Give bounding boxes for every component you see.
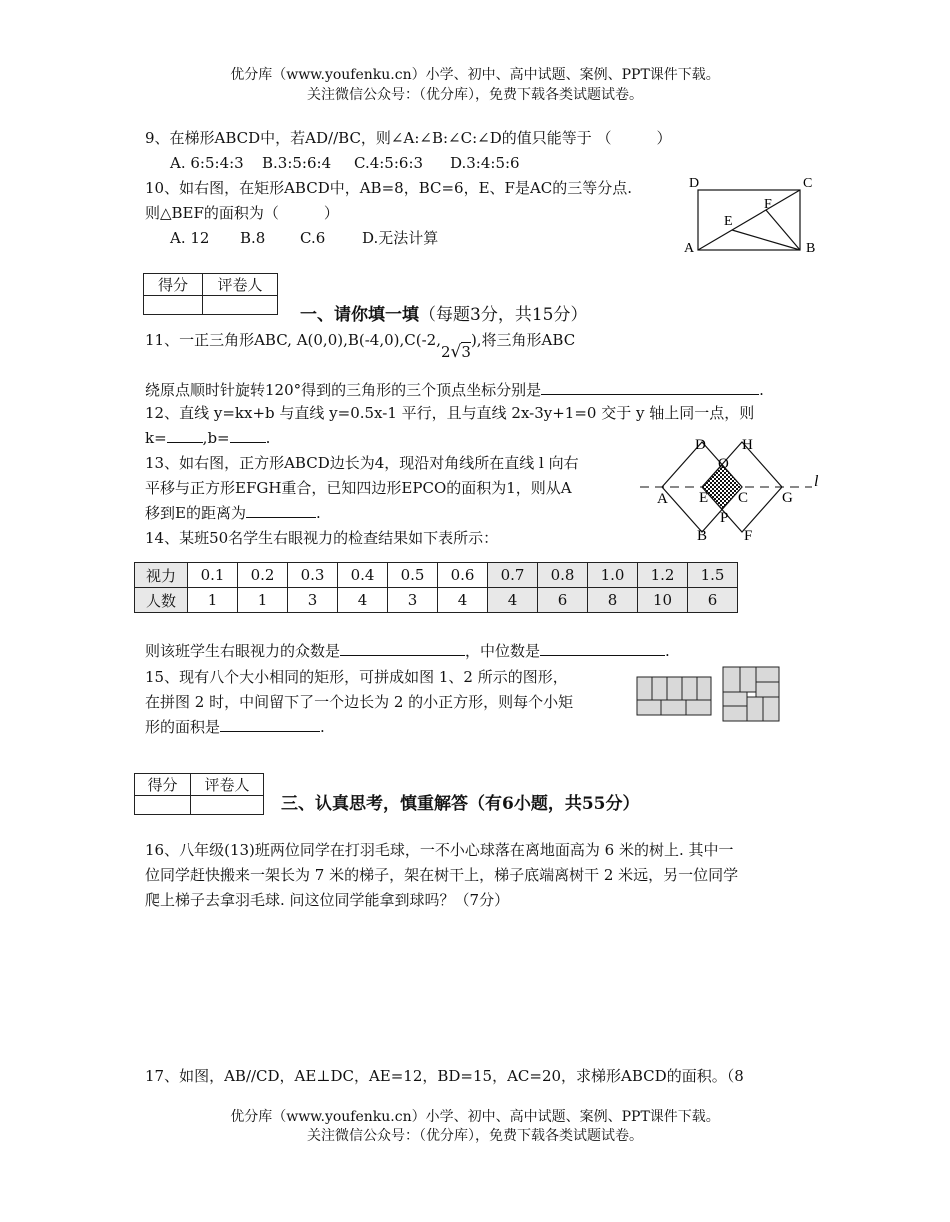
q11-radical-coef: 2 bbox=[441, 343, 451, 361]
header-line-1: 优分库（www.youfenku.cn）小学、初中、高中试题、案例、PPT课件下载。 bbox=[230, 67, 720, 83]
q15-line-2: 在拼图 2 时，中间留下了一个边长为 2 的小正方形，则每个小矩 bbox=[145, 693, 574, 711]
label-f: F bbox=[764, 197, 772, 212]
grader-cell bbox=[203, 296, 278, 315]
q13-line-1: 13、如右图，正方形ABCD边长为4，现沿对角线所在直线 l 向右 bbox=[145, 454, 579, 472]
diagonal-ac bbox=[698, 190, 800, 250]
count-value-cell: 10 bbox=[638, 588, 688, 613]
grader-cell bbox=[191, 796, 264, 815]
q10-rectangle-figure bbox=[680, 172, 825, 262]
q15-line-1: 15、现有八个大小相同的矩形，可拼成如图 1、2 所示的图形， bbox=[145, 668, 568, 686]
vision-value-cell: 0.1 bbox=[188, 563, 238, 588]
q11-answer-blank[interactable] bbox=[541, 380, 759, 395]
q10-option-d: D.无法计算 bbox=[362, 229, 439, 247]
q13-answer-blank[interactable] bbox=[246, 503, 316, 518]
section-3-title: 三、认真思考，慎重解答（有6小题，共55分） bbox=[281, 794, 640, 814]
score-cell bbox=[144, 296, 203, 315]
score-header: 得分 bbox=[144, 274, 203, 296]
q11-line-1b: ),将三角形ABC bbox=[470, 331, 576, 349]
label-c: C bbox=[738, 490, 749, 506]
q13-period: . bbox=[315, 504, 321, 522]
label-f: F bbox=[744, 528, 753, 544]
vision-value-cell: 1.5 bbox=[688, 563, 738, 588]
count-value-cell: 1 bbox=[188, 588, 238, 613]
q12-b-label: ,b= bbox=[202, 429, 230, 447]
q12-line-1: 12、直线 y=kx+b 与直线 y=0.5x-1 平行，且与直线 2x-3y+1=0 交于 y 轴上同一点，则 bbox=[145, 404, 755, 422]
q15-figure-2 bbox=[722, 666, 782, 724]
q15-figure-1 bbox=[636, 676, 714, 718]
label-a: A bbox=[657, 491, 668, 507]
vision-value-cell: 0.6 bbox=[438, 563, 488, 588]
label-c: C bbox=[803, 176, 813, 191]
count-row-label: 人数 bbox=[135, 588, 188, 613]
label-b: B bbox=[697, 528, 708, 544]
q12-b-blank[interactable] bbox=[230, 428, 266, 443]
score-table-2 bbox=[134, 773, 264, 815]
sqrt-symbol-icon: √ bbox=[450, 342, 462, 362]
label-b: B bbox=[806, 241, 816, 256]
label-a: A bbox=[684, 241, 695, 256]
q14-period: . bbox=[665, 642, 670, 660]
count-value-cell: 1 bbox=[238, 588, 288, 613]
label-l: l bbox=[814, 473, 819, 490]
q12-k-blank[interactable] bbox=[167, 428, 203, 443]
q11-line-1 bbox=[145, 330, 576, 362]
label-d: D bbox=[695, 437, 706, 453]
vision-value-cell: 0.4 bbox=[338, 563, 388, 588]
q11-line-1a: 11、一正三角形ABC, A(0,0),B(-4,0),C(-2, bbox=[145, 331, 441, 349]
label-e: E bbox=[724, 214, 733, 229]
q11-line-2-text: 绕原点顺时针旋转120°得到的三角形的三个顶点坐标分别是 bbox=[145, 381, 542, 399]
q9-option-d: D.3:4:5:6 bbox=[450, 154, 520, 172]
q13-line-3 bbox=[145, 503, 321, 523]
q14-mode-text: 则该班学生右眼视力的众数是 bbox=[145, 642, 341, 660]
q15-answer-blank[interactable] bbox=[220, 717, 320, 732]
q14-mode-blank[interactable] bbox=[340, 641, 465, 656]
q11-line-2 bbox=[145, 380, 764, 400]
q10-option-c: C.6 bbox=[300, 229, 326, 247]
count-value-cell: 3 bbox=[288, 588, 338, 613]
q12-period: . bbox=[265, 429, 271, 447]
label-e: E bbox=[699, 490, 709, 506]
q9-option-b: B.3:5:6:4 bbox=[262, 154, 332, 172]
header-line-2: 关注微信公众号：（优分库），免费下载各类试题试卷。 bbox=[307, 87, 643, 103]
q16-line-3: 爬上梯子去拿羽毛球. 问这位同学能拿到球吗？（7分） bbox=[145, 891, 510, 909]
section-2-title-bold: 一、请你填一填 bbox=[300, 305, 419, 325]
q15-line-3-text: 形的面积是 bbox=[145, 718, 221, 736]
vision-value-cell: 0.7 bbox=[488, 563, 538, 588]
q13-squares-figure bbox=[640, 432, 825, 544]
q14-median-text: ，中位数是 bbox=[465, 642, 541, 660]
count-row bbox=[135, 588, 738, 613]
vision-row-label: 视力 bbox=[135, 563, 188, 588]
q17-line-1: 17、如图，AB//CD，AE⊥DC，AE=12，BD=15，AC=20，求梯形ABCD的面积。（8 bbox=[145, 1067, 744, 1085]
vision-value-cell: 1.0 bbox=[588, 563, 638, 588]
q10-option-b: B.8 bbox=[240, 229, 266, 247]
vision-value-cell: 1.2 bbox=[638, 563, 688, 588]
q14-answer-line bbox=[145, 641, 670, 661]
score-cell bbox=[135, 796, 191, 815]
count-value-cell: 4 bbox=[338, 588, 388, 613]
q13-line-3-text: 移到E的距离为 bbox=[145, 504, 246, 522]
grader-header: 评卷人 bbox=[203, 274, 278, 296]
segment-bf bbox=[766, 210, 800, 250]
vision-value-cell: 0.2 bbox=[238, 563, 288, 588]
label-p: P bbox=[720, 510, 729, 526]
count-value-cell: 4 bbox=[488, 588, 538, 613]
vision-value-cell: 0.3 bbox=[288, 563, 338, 588]
q9-option-a: A. 6:5:4:3 bbox=[170, 154, 244, 172]
label-d: D bbox=[689, 176, 700, 191]
q11-period: . bbox=[759, 381, 764, 399]
label-o: O bbox=[718, 456, 729, 472]
q14-vision-table bbox=[134, 562, 738, 613]
footer-line-1: 优分库（www.youfenku.cn）小学、初中、高中试题、案例、PPT课件下载。 bbox=[230, 1109, 720, 1125]
count-value-cell: 3 bbox=[388, 588, 438, 613]
q10-line-2: 则△BEF的面积为（ ） bbox=[145, 204, 339, 222]
vision-row bbox=[135, 563, 738, 588]
section-2-title-rest: （每题3分，共15分） bbox=[419, 305, 588, 325]
q15-period: . bbox=[320, 718, 325, 736]
q16-line-1: 16、八年级(13)班两位同学在打羽毛球，一不小心球落在离地面高为 6 米的树上. 其中一 bbox=[145, 841, 734, 859]
section-2-title bbox=[300, 300, 587, 325]
center-small-square bbox=[747, 692, 756, 697]
count-value-cell: 8 bbox=[588, 588, 638, 613]
q14-stem: 14、某班50名学生右眼视力的检查结果如下表所示： bbox=[145, 529, 499, 547]
q16-line-2: 位同学赶快搬来一架长为 7 米的梯子，架在树干上，梯子底端离树干 2 米远，另一位同学 bbox=[145, 866, 739, 884]
score-header: 得分 bbox=[135, 774, 191, 796]
q14-median-blank[interactable] bbox=[540, 641, 665, 656]
score-table-1 bbox=[143, 273, 278, 315]
count-value-cell: 6 bbox=[688, 588, 738, 613]
q12-k-label: k= bbox=[145, 429, 167, 447]
q10-line-1: 10、如右图，在矩形ABCD中，AB=8，BC=6，E、F是AC的三等分点. bbox=[145, 179, 633, 197]
grader-header: 评卷人 bbox=[191, 774, 264, 796]
q9-option-c: C.4:5:6:3 bbox=[354, 154, 424, 172]
count-value-cell: 6 bbox=[538, 588, 588, 613]
label-g: G bbox=[782, 490, 793, 506]
q11-radical bbox=[441, 342, 471, 362]
label-h: H bbox=[742, 437, 753, 453]
vision-value-cell: 0.5 bbox=[388, 563, 438, 588]
vision-value-cell: 0.8 bbox=[538, 563, 588, 588]
footer-line-2: 关注微信公众号：（优分库），免费下载各类试题试卷。 bbox=[307, 1128, 643, 1144]
segment-be bbox=[732, 230, 800, 250]
q13-line-2: 平移与正方形EFGH重合，已知四边形EPCO的面积为1，则从A bbox=[145, 479, 572, 497]
count-value-cell: 4 bbox=[438, 588, 488, 613]
q9-stem: 9、在梯形ABCD中，若AD//BC，则∠A:∠B:∠C:∠D的值只能等于 （ ） bbox=[145, 129, 672, 147]
q11-radicand: 3 bbox=[461, 343, 471, 361]
q15-line-3 bbox=[145, 717, 325, 737]
q12-line-2 bbox=[145, 428, 270, 448]
q10-option-a: A. 12 bbox=[170, 229, 210, 247]
